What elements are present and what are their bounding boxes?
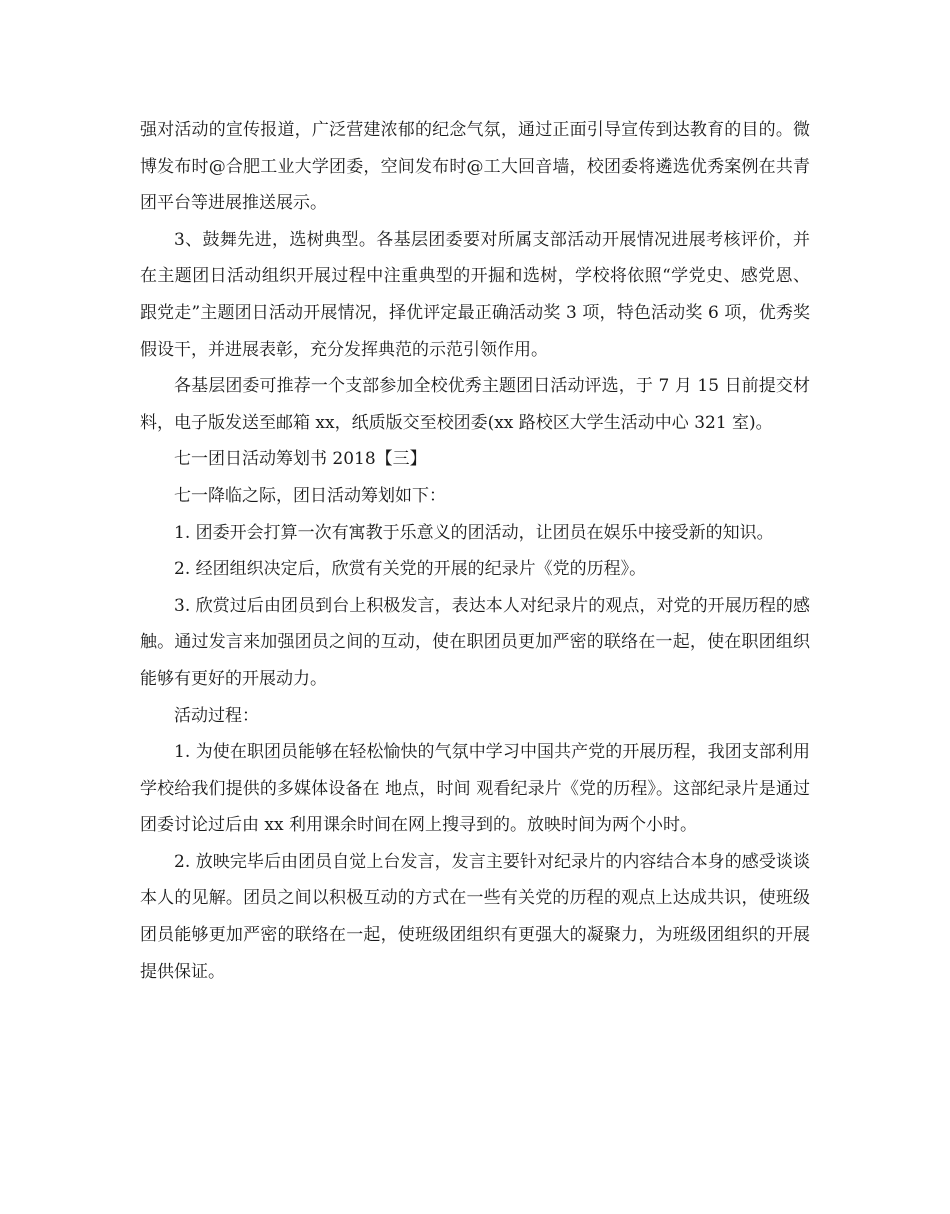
paragraph-recommendation: 各基层团委可推荐一个支部参加全校优秀主题团日活动评选，于 7 月 15 日前提交材料，电子版发送至邮箱 xx，纸质版交至校团委(xx 路校区大学生活动中心 321 室)。 [140,376,810,433]
document-body [140,112,810,990]
paragraph-encourage-advanced: 3、鼓舞先进，选树典型。各基层团委要对所属支部活动开展情况进展考核评价，并在主题团日活动组织开展过程中注重典型的开掘和选树，学校将依照“学党史、感党恩、跟党走”主题团日活动开展情况，择优评定最正确活动奖 3 项，特色活动奖 6 项，优秀奖假设干，并进展表彰，充分发挥典范的示范引领作用。 [140,229,810,360]
paragraph-publicity: 强对活动的宣传报道，广泛营建浓郁的纪念气氛，通过正面引导宣传到达教育的目的。微博发布时@合肥工业大学团委，空间发布时@工大回音墙，校团委将遴选优秀案例在共青团平台等进展推送展示。 [140,120,810,214]
list-item-1: 1. 团委开会打算一次有寓教于乐意义的团活动，让团员在娱乐中接受新的知识。 [174,522,774,543]
process-heading: 活动过程： [174,705,259,726]
process-item-2: 2. 放映完毕后由团员自觉上台发言，发言主要针对纪录片的内容结合本身的感受谈谈本人的见解。团员之间以积极互动的方式在一些有关党的历程的观点上达成共识，使班级团员能够更加严密的联络在一起，使班级团组织有更强大的凝聚力，为班级团组织的开展提供保证。 [140,851,810,982]
process-item-1: 1. 为使在职团员能够在轻松愉快的气氛中学习中国共产党的开展历程，我团支部利用学校给我们提供的多媒体设备在 地点，时间 观看纪录片《党的历程》。这部纪录片是通过团委讨论过后由 xx 利用课余时间在网上搜寻到的。放映时间为两个小时。 [140,742,810,836]
section-heading: 七一团日活动筹划书 2018【三】 [174,449,427,470]
list-item-2: 2. 经团组织决定后，欣赏有关党的开展的纪录片《党的历程》。 [174,559,647,580]
list-item-3: 3. 欣赏过后由团员到台上积极发言，表达本人对纪录片的观点，对党的开展历程的感触。通过发言来加强团员之间的互动，使在职团员更加严密的联络在一起，使在职团组织能够有更好的开展动力。 [140,595,810,689]
paragraph-intro: 七一降临之际，团日活动筹划如下： [174,485,446,506]
